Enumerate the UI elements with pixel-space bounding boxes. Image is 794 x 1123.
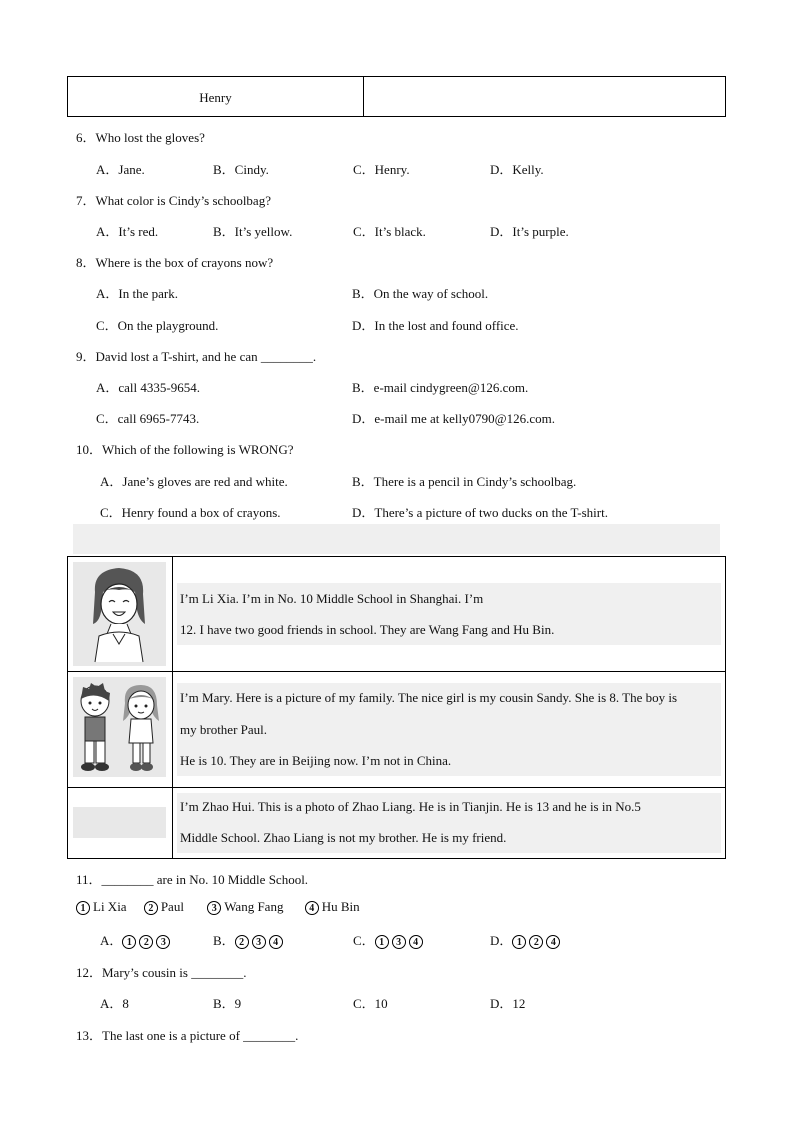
q10-option-b: B．There is a pencil in Cindy’s schoolbag. (352, 474, 577, 489)
question-8-stem: 8．Where is the box of crayons now? (76, 255, 274, 270)
number-1-icon: 1 (375, 935, 389, 949)
photo-placeholder-image (73, 807, 166, 838)
number-4-icon: 4 (546, 935, 560, 949)
q11-option-d-letter: D． (490, 933, 513, 948)
q9-option-c: C．call 6965-7743. (96, 411, 200, 426)
q6-option-c: C．Henry. (353, 162, 410, 177)
q8-option-a: A．In the park. (96, 286, 178, 301)
q6-option-a: A．Jane. (96, 162, 145, 177)
q10-option-d: D．There’s a picture of two ducks on the T-shirt. (352, 505, 608, 520)
number-2-icon: 2 (139, 935, 153, 949)
number-4-icon: 4 (305, 901, 319, 915)
q12-option-b: B．9 (213, 996, 242, 1011)
number-2-icon: 2 (529, 935, 543, 949)
question-7-stem: 7．What color is Cindy’s schoolbag? (76, 193, 271, 208)
q8-option-c: C．On the playground. (96, 318, 219, 333)
table-row-divider (68, 671, 725, 672)
number-3-icon: 3 (392, 935, 406, 949)
q11-option-a-letter: A． (100, 933, 123, 948)
q6-option-b: B．Cindy. (213, 162, 269, 177)
girl-cartoon-icon (73, 562, 166, 666)
q6-option-d: D．Kelly. (490, 162, 544, 177)
table-divider (363, 77, 364, 116)
q7-option-c: C．It’s black. (353, 224, 426, 239)
q8-option-d: D．In the lost and found office. (352, 318, 519, 333)
q12-option-c: C．10 (353, 996, 388, 1011)
family-portrait-image (73, 677, 166, 777)
q11-option-b (213, 930, 286, 949)
q11-item-1: Li Xia (93, 899, 127, 914)
q11-option-c-letter: C． (353, 933, 375, 948)
question-12-stem: 12．Mary’s cousin is ________. (76, 965, 247, 980)
question-6-stem: 6．Who lost the gloves? (76, 130, 205, 145)
q12-option-a: A．8 (100, 996, 129, 1011)
row1-line2: 12. I have two good friends in school. They are Wang Fang and Hu Bin. (180, 622, 555, 637)
row3-line1: I’m Zhao Hui. This is a photo of Zhao Liang. He is in Tianjin. He is 13 and he is in No.5 (180, 799, 641, 814)
q11-option-b-letter: B． (213, 933, 235, 948)
number-3-icon: 3 (156, 935, 170, 949)
number-1-icon: 1 (512, 935, 526, 949)
q11-option-d (490, 930, 563, 949)
row2-line1: I’m Mary. Here is a picture of my family. The nice girl is my cousin Sandy. She is 8. The boy is (180, 690, 678, 705)
number-2-icon: 2 (235, 935, 249, 949)
q12-option-d: D．12 (490, 996, 526, 1011)
answer-table (67, 76, 726, 117)
q7-option-b: B．It’s yellow. (213, 224, 293, 239)
q7-option-d: D．It’s purple. (490, 224, 569, 239)
q11-option-a (100, 930, 173, 949)
row1-line1: I’m Li Xia. I’m in No. 10 Middle School in Shanghai. I’m (180, 591, 484, 606)
q11-item-4: Hu Bin (321, 899, 360, 914)
row2-line2: my brother Paul. (180, 722, 268, 737)
q11-item-2: Paul (160, 899, 184, 914)
girl-portrait-image (73, 562, 166, 666)
reading-table (67, 556, 726, 859)
q10-option-c: C．Henry found a box of crayons. (100, 505, 281, 520)
number-4-icon: 4 (409, 935, 423, 949)
q8-option-b: B．On the way of school. (352, 286, 489, 301)
table-divider (172, 557, 173, 858)
number-1-icon: 1 (122, 935, 136, 949)
section-header-band (73, 524, 720, 554)
number-1-icon: 1 (76, 901, 90, 915)
q10-option-a: A．Jane’s gloves are red and white. (100, 474, 288, 489)
q11-option-c (353, 930, 426, 949)
number-3-icon: 3 (207, 901, 221, 915)
number-4-icon: 4 (269, 935, 283, 949)
q11-items (76, 899, 360, 915)
q11-item-3: Wang Fang (224, 899, 284, 914)
q7-option-a: A．It’s red. (96, 224, 159, 239)
number-2-icon: 2 (144, 901, 158, 915)
question-13-stem: 13．The last one is a picture of ________. (76, 1028, 299, 1043)
q9-option-b: B．e-mail cindygreen@126.com. (352, 380, 529, 395)
question-10-stem: 10．Which of the following is WRONG? (76, 442, 294, 457)
question-11-stem: 11．________ are in No. 10 Middle School. (76, 872, 309, 887)
q9-option-d: D．e-mail me at kelly0790@126.com. (352, 411, 555, 426)
table-cell-name: Henry (199, 90, 232, 105)
question-9-stem: 9．David lost a T-shirt, and he can ________. (76, 349, 317, 364)
row2-line3: He is 10. They are in Beijing now. I’m not in China. (180, 753, 452, 768)
children-cartoon-icon (73, 677, 166, 777)
table-row-divider (68, 787, 725, 788)
row3-line2: Middle School. Zhao Liang is not my brother. He is my friend. (180, 830, 507, 845)
q9-option-a: A．call 4335-9654. (96, 380, 200, 395)
number-3-icon: 3 (252, 935, 266, 949)
